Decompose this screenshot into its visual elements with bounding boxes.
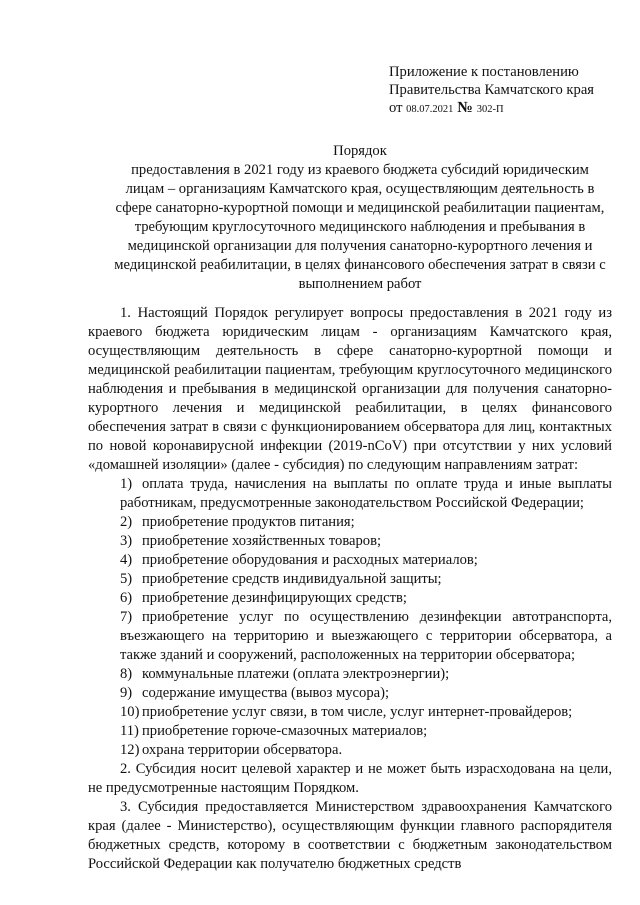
- document-body: [88, 304, 612, 874]
- list-number: 11): [120, 723, 139, 739]
- list-number: 10): [120, 704, 140, 720]
- list-number: 7): [120, 609, 133, 625]
- title-line: лицам – организациям Камчатского края, осуществляющим деятельность в: [125, 181, 595, 197]
- title-line: медицинской реабилитации, в целях финансового обеспечения затрат в связи с: [114, 257, 606, 273]
- appendix-number-sign: №: [453, 99, 477, 116]
- list-number: 1): [120, 476, 133, 492]
- list-number: 2): [120, 514, 133, 530]
- appendix-line-1: Приложение к постановлению: [389, 64, 579, 80]
- list-text: оплата труда, начисления на выплаты по оплате труда и иные выплаты работникам, предусмотренные законодательством Российской Федерации;: [120, 476, 612, 511]
- list-text: приобретение средств индивидуальной защиты;: [142, 571, 442, 587]
- list-number: 8): [120, 666, 133, 682]
- list-text: приобретение хозяйственных товаров;: [142, 533, 382, 549]
- list-text: приобретение услуг по осуществлению дезинфекции автотранспорта, въезжающего на территорию и выезжающего с территории обсерватора, а также зданий и сооружений, расположенных на территории обсерватора;: [120, 609, 612, 663]
- title-heading: Порядок: [333, 143, 387, 159]
- list-item: [88, 684, 612, 703]
- paragraph-3: 3. Субсидия предоставляется Министерством здравоохранения Камчатского края (далее - Министерство), осуществляющим функции главного распорядителя бюджетных средств, которому в соответствии с бюджетным законодательством Российской Федерации как получателю бюджетных средств: [88, 799, 612, 872]
- appendix-line-3: [389, 99, 619, 119]
- appendix-header: [389, 63, 619, 119]
- list-text: приобретение продуктов питания;: [142, 514, 355, 530]
- list-number: 6): [120, 590, 133, 606]
- title-line: предоставления в 2021 году из краевого бюджета субсидий юридическим: [131, 162, 589, 178]
- title-line: выполнением работ: [298, 276, 422, 292]
- list-number: 5): [120, 571, 133, 587]
- list-text: приобретение услуг связи, в том числе, услуг интернет-провайдеров;: [142, 704, 573, 720]
- paragraph-1: 1. Настоящий Порядок регулирует вопросы предоставления в 2021 году из краевого бюджета юридическим лицам - организациям Камчатского края, осуществляющим деятельность в сфере санаторно-курортной помощи и медицинской реабилитации пациентам, требующим круглосуточного медицинского наблюдения и пребывания в медицинской организации для получения санаторно-курортного лечения и медицинской реабилитации, в целях финансового обеспечения затрат в связи с функционированием обсерватора для лиц, контактных по новой коронавирусной инфекции (2019-nCoV) при отсутствии у них условий «домашней изоляции» (далее - субсидия) по следующим направлениям затрат:: [88, 305, 612, 473]
- list-item: [88, 608, 612, 665]
- list-number: 9): [120, 685, 133, 701]
- list-item: [88, 722, 612, 741]
- list-number: 12): [120, 742, 140, 758]
- title-line: требующим круглосуточного медицинского наблюдения и пребывания в: [134, 219, 586, 235]
- appendix-from: от: [389, 100, 407, 116]
- list-item: [88, 475, 612, 513]
- list-item: [88, 589, 612, 608]
- list-item: [88, 703, 612, 722]
- document-title: [100, 142, 620, 294]
- title-line: медицинской организации для получения санаторно-курортного лечения и: [127, 238, 593, 254]
- list-text: приобретение оборудования и расходных материалов;: [142, 552, 478, 568]
- appendix-date: 08.07.2021: [406, 104, 454, 115]
- list-item: [88, 532, 612, 551]
- appendix-doc-number: 302-П: [476, 104, 504, 115]
- list-text: охрана территории обсерватора.: [142, 742, 343, 758]
- appendix-line-2: Правительства Камчатского края: [389, 82, 595, 98]
- list-number: 4): [120, 552, 133, 568]
- list-item: [88, 551, 612, 570]
- list-item: [88, 665, 612, 684]
- paragraph-2: 2. Субсидия носит целевой характер и не может быть израсходована на цели, не предусмотренные настоящим Порядком.: [88, 761, 612, 796]
- list-item: [88, 570, 612, 589]
- list-item: [88, 513, 612, 532]
- list-text: содержание имущества (вывоз мусора);: [142, 685, 390, 701]
- list-text: приобретение горюче-смазочных материалов;: [142, 723, 428, 739]
- title-line: сфере санаторно-курортной помощи и медицинской реабилитации пациентам,: [115, 200, 605, 216]
- list-item: [88, 741, 612, 760]
- list-text: коммунальные платежи (оплата электроэнергии);: [142, 666, 450, 682]
- list-text: приобретение дезинфицирующих средств;: [142, 590, 407, 606]
- list-number: 3): [120, 533, 133, 549]
